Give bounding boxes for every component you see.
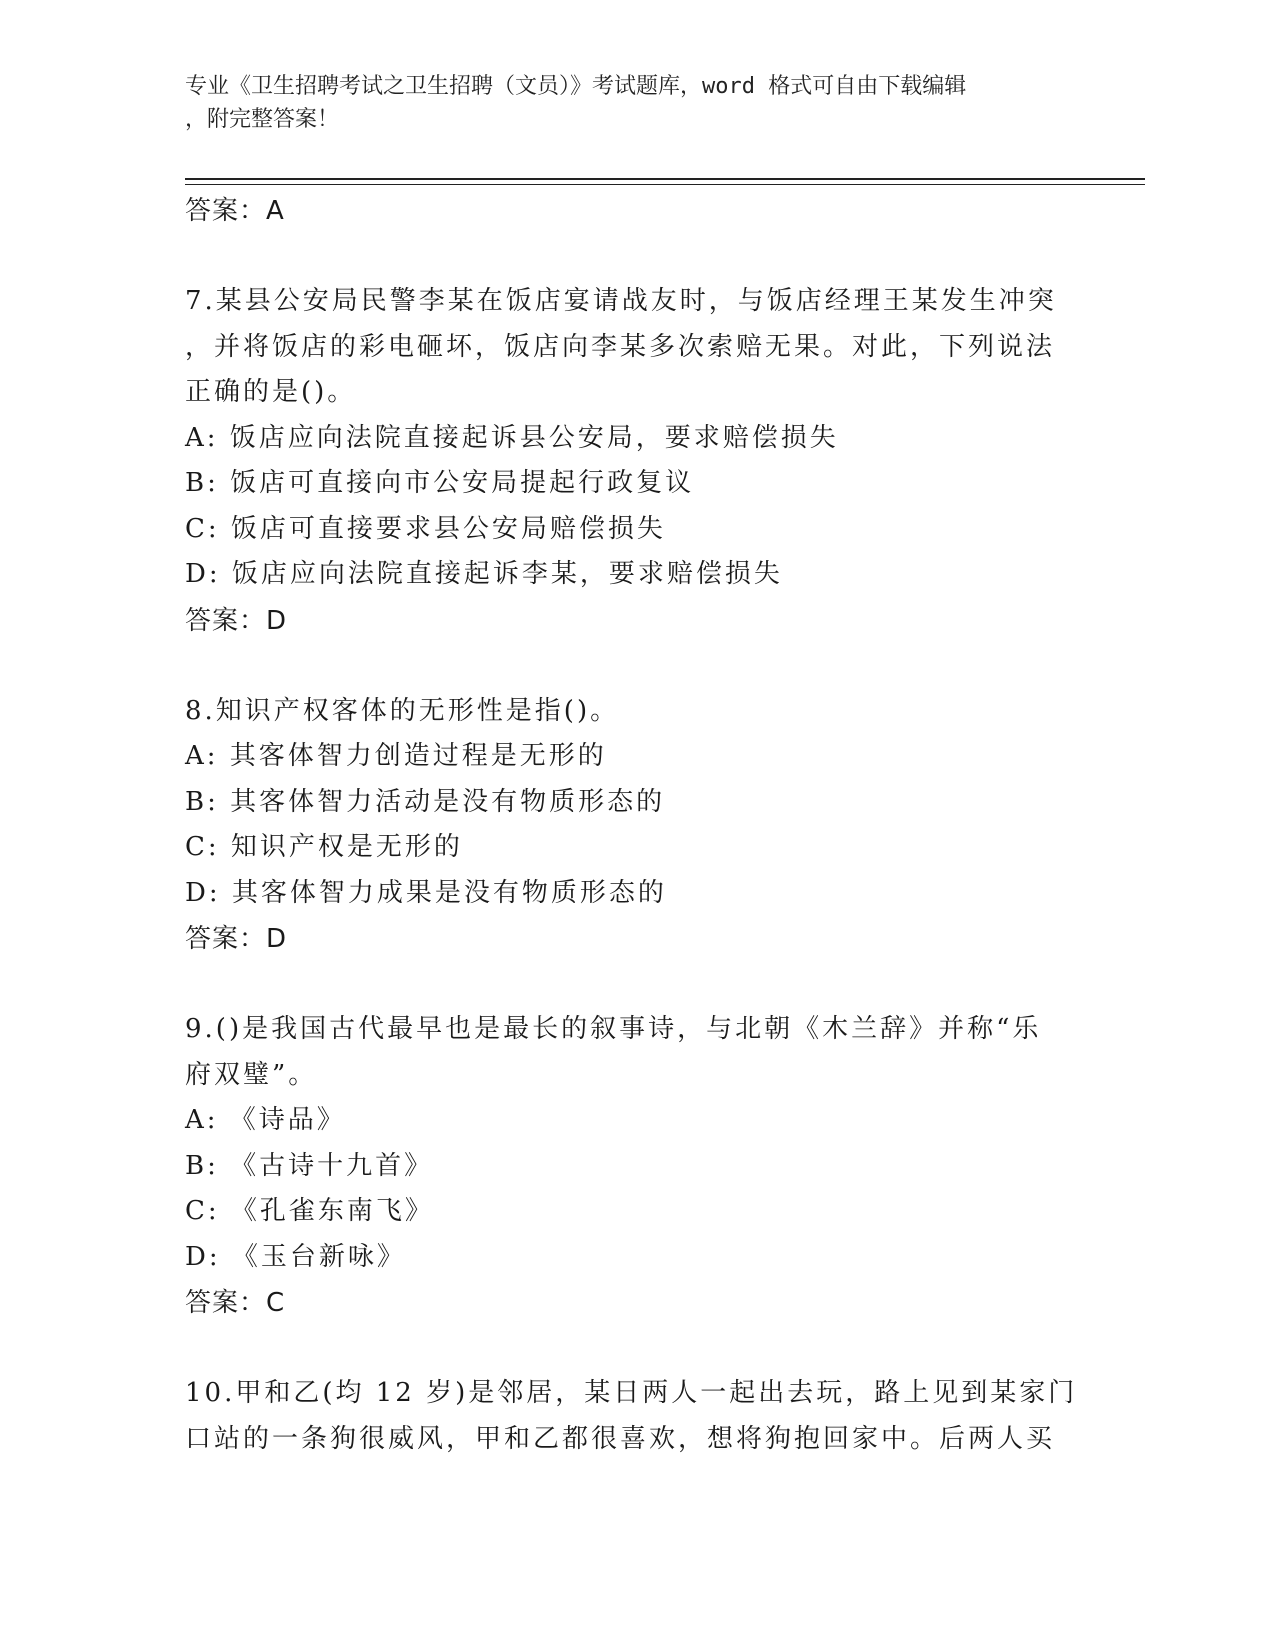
answer-line: 答案：D [185, 605, 288, 636]
question-text: ，并将饭店的彩电砸坏，饭店向李某多次索赔无果。对此，下列说法 [185, 331, 1056, 362]
header-rule-thick [185, 178, 1145, 180]
document-body [185, 188, 1085, 1462]
header-line-2: ，附完整答案！ [185, 107, 340, 132]
document-header [185, 70, 1065, 136]
option-a: A: 其客体智力创造过程是无形的 [185, 741, 607, 771]
question-7 [185, 279, 1085, 644]
question-text: 府双璧”。 [185, 1059, 318, 1090]
question-text: 8.知识产权客体的无形性是指()。 [185, 695, 620, 726]
option-d: D: 其客体智力成果是没有物质形态的 [185, 877, 667, 908]
header-line-1: 专业《卫生招聘考试之卫生招聘（文员）》考试题库，word 格式可自由下载编辑 [185, 74, 967, 99]
question-10 [185, 1371, 1085, 1462]
option-d: D: 《玉台新咏》 [185, 1241, 406, 1272]
spacer [185, 1326, 1085, 1371]
option-b: B: 饭店可直接向市公安局提起行政复议 [185, 468, 695, 498]
question-text: 口站的一条狗很威风，甲和乙都很喜欢，想将狗抱回家中。后两人买 [185, 1423, 1056, 1454]
spacer [185, 644, 1085, 689]
question-9 [185, 1007, 1085, 1326]
spacer [185, 234, 1085, 279]
answer-line: 答案：A [185, 196, 285, 226]
question-8 [185, 689, 1085, 963]
header-rule-thin [185, 184, 1145, 185]
question-text: 10.甲和乙(均 12 岁)是邻居，某日两人一起出去玩，路上见到某家门 [185, 1378, 1078, 1408]
spacer [185, 962, 1085, 1007]
option-a: A: 饭店应向法院直接起诉县公安局，要求赔偿损失 [185, 422, 839, 453]
option-d: D: 饭店应向法院直接起诉李某，要求赔偿损失 [185, 559, 783, 589]
option-b: B: 《古诗十九首》 [185, 1150, 434, 1181]
option-c: C: 《孔雀东南飞》 [185, 1196, 434, 1226]
answer-line: 答案：C [185, 1288, 286, 1318]
question-text: 正确的是()。 [185, 377, 357, 407]
option-b: B: 其客体智力活动是没有物质形态的 [185, 786, 666, 817]
question-text: 7.某县公安局民警李某在饭店宴请战友时，与饭店经理王某发生冲突 [185, 286, 1057, 316]
option-a: A: 《诗品》 [185, 1105, 346, 1135]
answer-line: 答案：D [185, 924, 288, 954]
question-text: 9.()是我国古代最早也是最长的叙事诗，与北朝《木兰辞》并称“乐 [185, 1014, 1042, 1044]
option-c: C: 知识产权是无形的 [185, 832, 463, 862]
option-c: C: 饭店可直接要求县公安局赔偿损失 [185, 513, 666, 544]
